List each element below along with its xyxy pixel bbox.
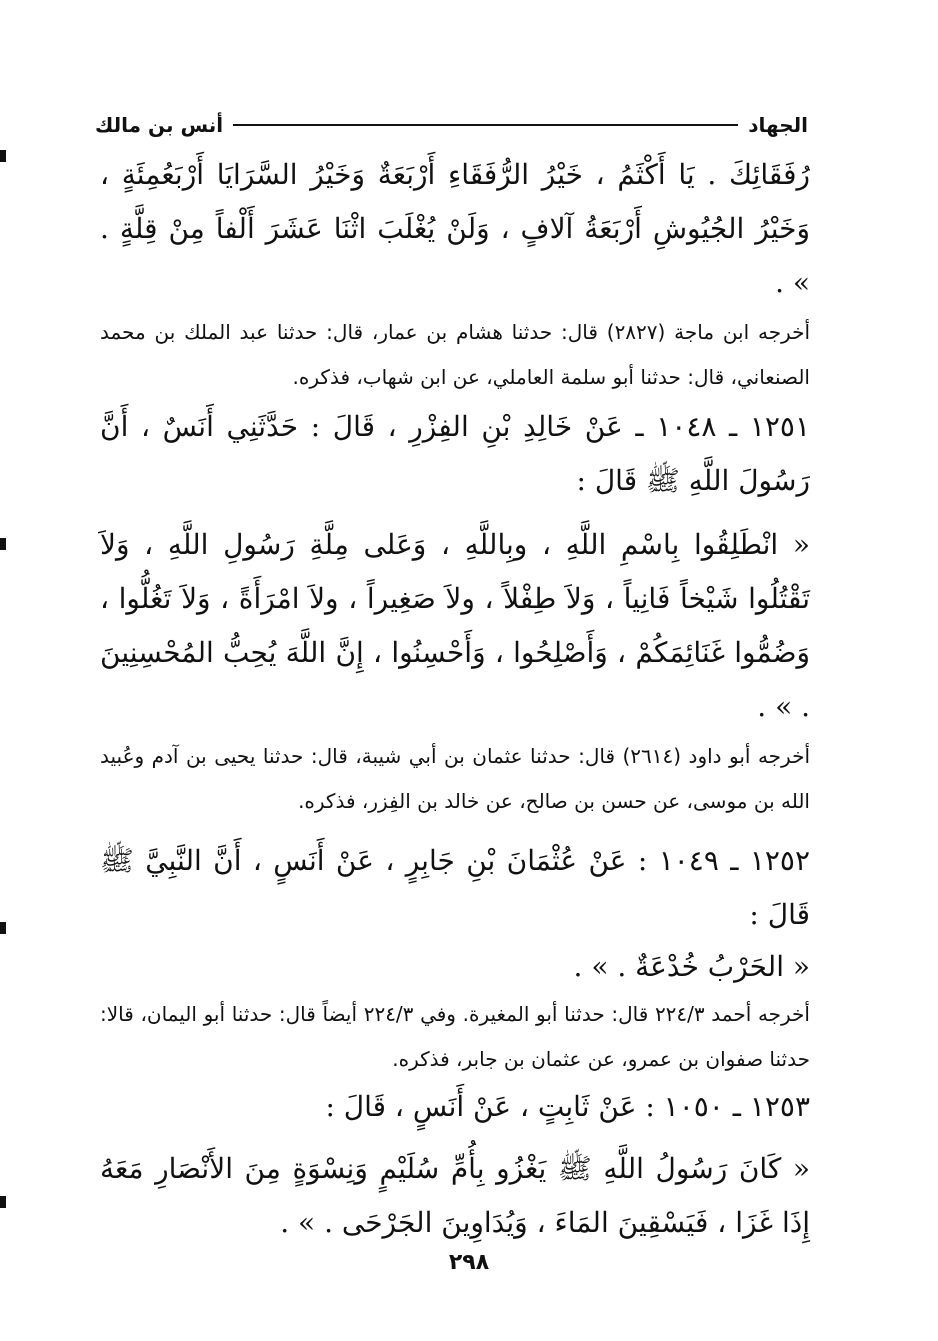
hadith-heading: ١٢٥٢ ـ ١٠٤٩ : عَنْ عُثْمَانَ بْنِ جَابِرٍ ، عَنْ أَنَسٍ ، أَنَّ النَّبِيَّ ﷺ قَالَ : <box>100 844 810 931</box>
scan-edge-mark <box>0 538 6 550</box>
hadith-heading: ١٢٥٣ ـ ١٠٥٠ : عَنْ ثَابِتٍ ، عَنْ أَنَسٍ ، قَالَ : <box>325 1090 810 1123</box>
hadith-text: « كَانَ رَسُولُ اللَّهِ ﷺ يَغْزُو بِأُمِّ سُلَيْمٍ وَنِسْوَةٍ مِنَ الأَنْصَارِ مَعَهُ إِذَا غَزَا ، فَيَسْقِينَ المَاءَ ، وَيُدَاوِينَ الجَرْحَى . » . <box>100 1152 810 1239</box>
hadith-text: « انْطَلِقُوا بِاسْمِ اللَّهِ ، وبِاللَّهِ ، وَعَلى مِلَّةِ رَسُولِ اللَّهِ ، وَلاَ تَقْتُلُوا شَيْخاً فَانِياً ، وَلاَ طِفْلاً ، ولاَ صَغِيراً ، ولاَ امْرَأَةً ، وَلاَ تَغُلُّوا ، وَضُمُّوا غَنَائِمَكُمْ ، وَأَصْلِحُوا ، وَأَحْسِنُوا ، إِنَّ اللَّهَ يُحِبُّ المُحْسِنِينَ . » . <box>100 528 810 723</box>
source-note: أخرجه أحمد ٢٢٤/٣ قال: حدثنا أبو المغيرة. وفي ٢٢٤/٣ أيضاً قال: حدثنا أبو اليمان، قالا: حدثنا صفوان بن عمرو، عن عثمان بن جابر، فذكره. <box>100 1002 810 1071</box>
page-body <box>100 148 810 1250</box>
header-rule <box>233 124 738 126</box>
source-note: أخرجه ابن ماجة (٢٨٢٧) قال: حدثنا هشام بن عمار، قال: حدثنا عبد الملك بن محمد الصنعاني، قال: حدثنا أبو سلمة العاملي، عن ابن شهاب، فذكره. <box>100 320 811 389</box>
page-number: ٢٩٨ <box>448 1250 490 1275</box>
scan-edge-mark <box>0 150 6 162</box>
hadith-text: رُفَقَائِكَ . يَا أَكْثَمُ ، خَيْرُ الرُّفَقَاءِ أَرْبَعَةٌ وَخَيْرُ السَّرَايَا أَرْبَعُمِئَةٍ ، وَخَيْرُ الجُيُوشِ أَرْبَعَةُ آلافٍ ، وَلَنْ يُغْلَبَ اثْنَا عَشَرَ أَلْفاً مِنْ قِلَّةٍ . » . <box>100 158 810 299</box>
header-chapter: الجهاد <box>748 113 808 137</box>
running-header <box>95 108 808 142</box>
source-note: أخرجه أبو داود (٢٦١٤) قال: حدثنا عثمان بن أبي شيبة، قال: حدثنا يحيى بن آدم وعُبيد الله بن موسى، عن حسن بن صالح، عن خالد بن الفِزر، فذكره. <box>100 744 811 813</box>
hadith-heading: ١٢٥١ ـ ١٠٤٨ ـ عَنْ خَالِدِ بْنِ الفِزْرِ ، قَالَ : حَدَّثَنِي أَنَسٌ ، أَنَّ رَسُولَ اللَّهِ ﷺ قَالَ : <box>100 410 810 497</box>
scan-edge-mark <box>0 1196 6 1208</box>
scan-edge-mark <box>0 922 6 934</box>
header-narrator: أنس بن مالك <box>95 113 224 137</box>
spacer <box>100 824 810 834</box>
hadith-text: « الحَرْبُ خُدْعَةٌ . » . <box>573 950 810 983</box>
spacer <box>100 1132 810 1142</box>
spacer <box>100 508 810 518</box>
